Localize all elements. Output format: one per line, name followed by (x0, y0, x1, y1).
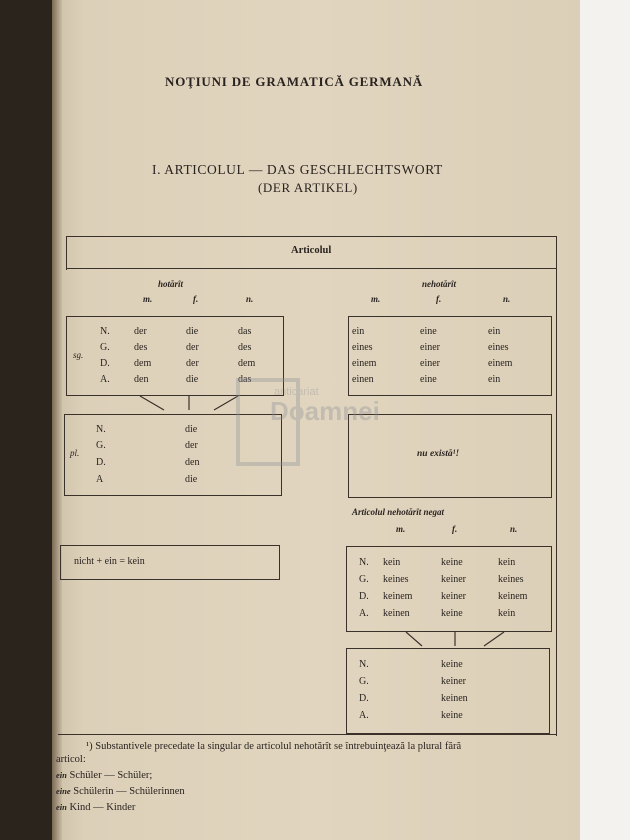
example-article: ein (56, 802, 67, 812)
case-label: D. (359, 693, 369, 704)
article-cell: die (185, 424, 198, 435)
section-title: I. ARTICOLUL — DAS GESCHLECHTSWORT (152, 162, 443, 177)
article-cell: keinen (441, 693, 468, 704)
article-cell: der (185, 440, 198, 451)
article-cell: keiner (441, 574, 466, 585)
example-text: Schüler — Schüler; (69, 770, 153, 781)
section-subtitle: (DER ARTIKEL) (258, 180, 358, 195)
article-cell: einer (420, 358, 440, 369)
article-cell: kein (498, 557, 516, 568)
article-cell: keiner (441, 676, 466, 687)
definite-gender-n: n. (246, 294, 254, 304)
article-cell: einem (488, 358, 513, 369)
example-text: Schülerin — Schülerinnen (73, 786, 185, 797)
article-cell: des (134, 342, 148, 353)
table-bottom-border (58, 734, 557, 735)
singular-label: sg. (73, 350, 84, 360)
article-cell: keiner (441, 591, 466, 602)
table-top-border (66, 236, 556, 237)
case-label: N. (100, 326, 110, 337)
case-label: N. (359, 659, 369, 670)
footnote-example (56, 786, 185, 797)
article-cell: keine (441, 557, 463, 568)
definite-label: hotărît (158, 279, 184, 289)
article-cell: keines (498, 574, 524, 585)
footnote-example (56, 770, 152, 781)
article-cell: des (238, 342, 252, 353)
definite-gender-m: m. (143, 294, 153, 304)
indefinite-gender-f: f. (436, 294, 442, 304)
negated-gender-n: n. (510, 524, 518, 534)
article-cell: das (238, 326, 252, 337)
article-cell: eine (420, 326, 437, 337)
footnote-example (56, 802, 135, 813)
table-right-border (556, 236, 557, 736)
no-plural-note: nu există¹! (417, 449, 460, 459)
watermark-small-text: anticariat (274, 386, 319, 398)
article-cell: eine (420, 374, 437, 385)
article-cell: der (186, 342, 199, 353)
definite-gender-f: f. (193, 294, 199, 304)
article-cell: die (186, 326, 199, 337)
case-label: A. (359, 608, 369, 619)
article-cell: die (186, 374, 199, 385)
background-edge (580, 0, 630, 840)
article-cell: keine (441, 659, 463, 670)
case-label: G. (359, 676, 369, 687)
example-article: eine (56, 786, 71, 796)
case-label: D. (359, 591, 369, 602)
case-label: G. (100, 342, 110, 353)
footnote-line2: articol: (56, 754, 86, 765)
article-cell: der (134, 326, 147, 337)
negated-gender-f: f. (452, 524, 458, 534)
example-article: ein (56, 770, 67, 780)
case-label: D. (100, 358, 110, 369)
merge-connector (396, 630, 516, 650)
page-title: NOŢIUNI DE GRAMATICĂ GERMANĂ (165, 74, 423, 89)
article-cell: kein (498, 608, 516, 619)
article-cell: keine (441, 710, 463, 721)
case-label: D. (96, 457, 106, 468)
article-cell: keinem (498, 591, 528, 602)
formula-text: nicht + ein = kein (74, 556, 145, 567)
negated-gender-m: m. (396, 524, 406, 534)
case-label: A. (100, 374, 110, 385)
article-cell: den (134, 374, 149, 385)
case-label: A (96, 474, 104, 485)
article-cell: die (185, 474, 198, 485)
article-cell: dem (134, 358, 152, 369)
watermark-big-text: Doamnei (270, 396, 380, 426)
article-cell: einen (352, 374, 374, 385)
article-cell: eines (352, 342, 373, 353)
article-cell: keines (383, 574, 409, 585)
negated-label: Articolul nehotărît negat (352, 507, 445, 517)
article-cell: der (186, 358, 199, 369)
table-left-border (66, 236, 67, 270)
book-spine (52, 0, 62, 840)
example-text: Kind — Kinder (69, 802, 136, 813)
case-label: G. (96, 440, 106, 451)
article-cell: einer (420, 342, 440, 353)
table-header-divider (66, 268, 556, 269)
article-cell: ein (488, 374, 501, 385)
article-cell: ein (352, 326, 365, 337)
footnote-line1: ¹) Substantivele precedate la singular de articolul nehotărît se întrebuinţează la plural fără (86, 741, 462, 752)
singular-indefinite-box (348, 316, 552, 396)
article-cell: das (238, 374, 252, 385)
article-cell: keinen (383, 608, 410, 619)
case-label: A. (359, 710, 369, 721)
indefinite-gender-n: n. (503, 294, 511, 304)
table-header: Articolul (291, 245, 332, 256)
article-cell: kein (383, 557, 401, 568)
article-cell: dem (238, 358, 256, 369)
case-label: N. (96, 424, 106, 435)
article-cell: keine (441, 608, 463, 619)
indefinite-label: nehotărît (422, 279, 457, 289)
article-cell: keinem (383, 591, 413, 602)
indefinite-gender-m: m. (371, 294, 381, 304)
plural-label: pl. (70, 448, 80, 458)
article-cell: den (185, 457, 200, 468)
article-cell: einem (352, 358, 377, 369)
merge-connector (130, 394, 250, 414)
article-cell: eines (488, 342, 509, 353)
case-label: N. (359, 557, 369, 568)
case-label: G. (359, 574, 369, 585)
article-cell: ein (488, 326, 501, 337)
